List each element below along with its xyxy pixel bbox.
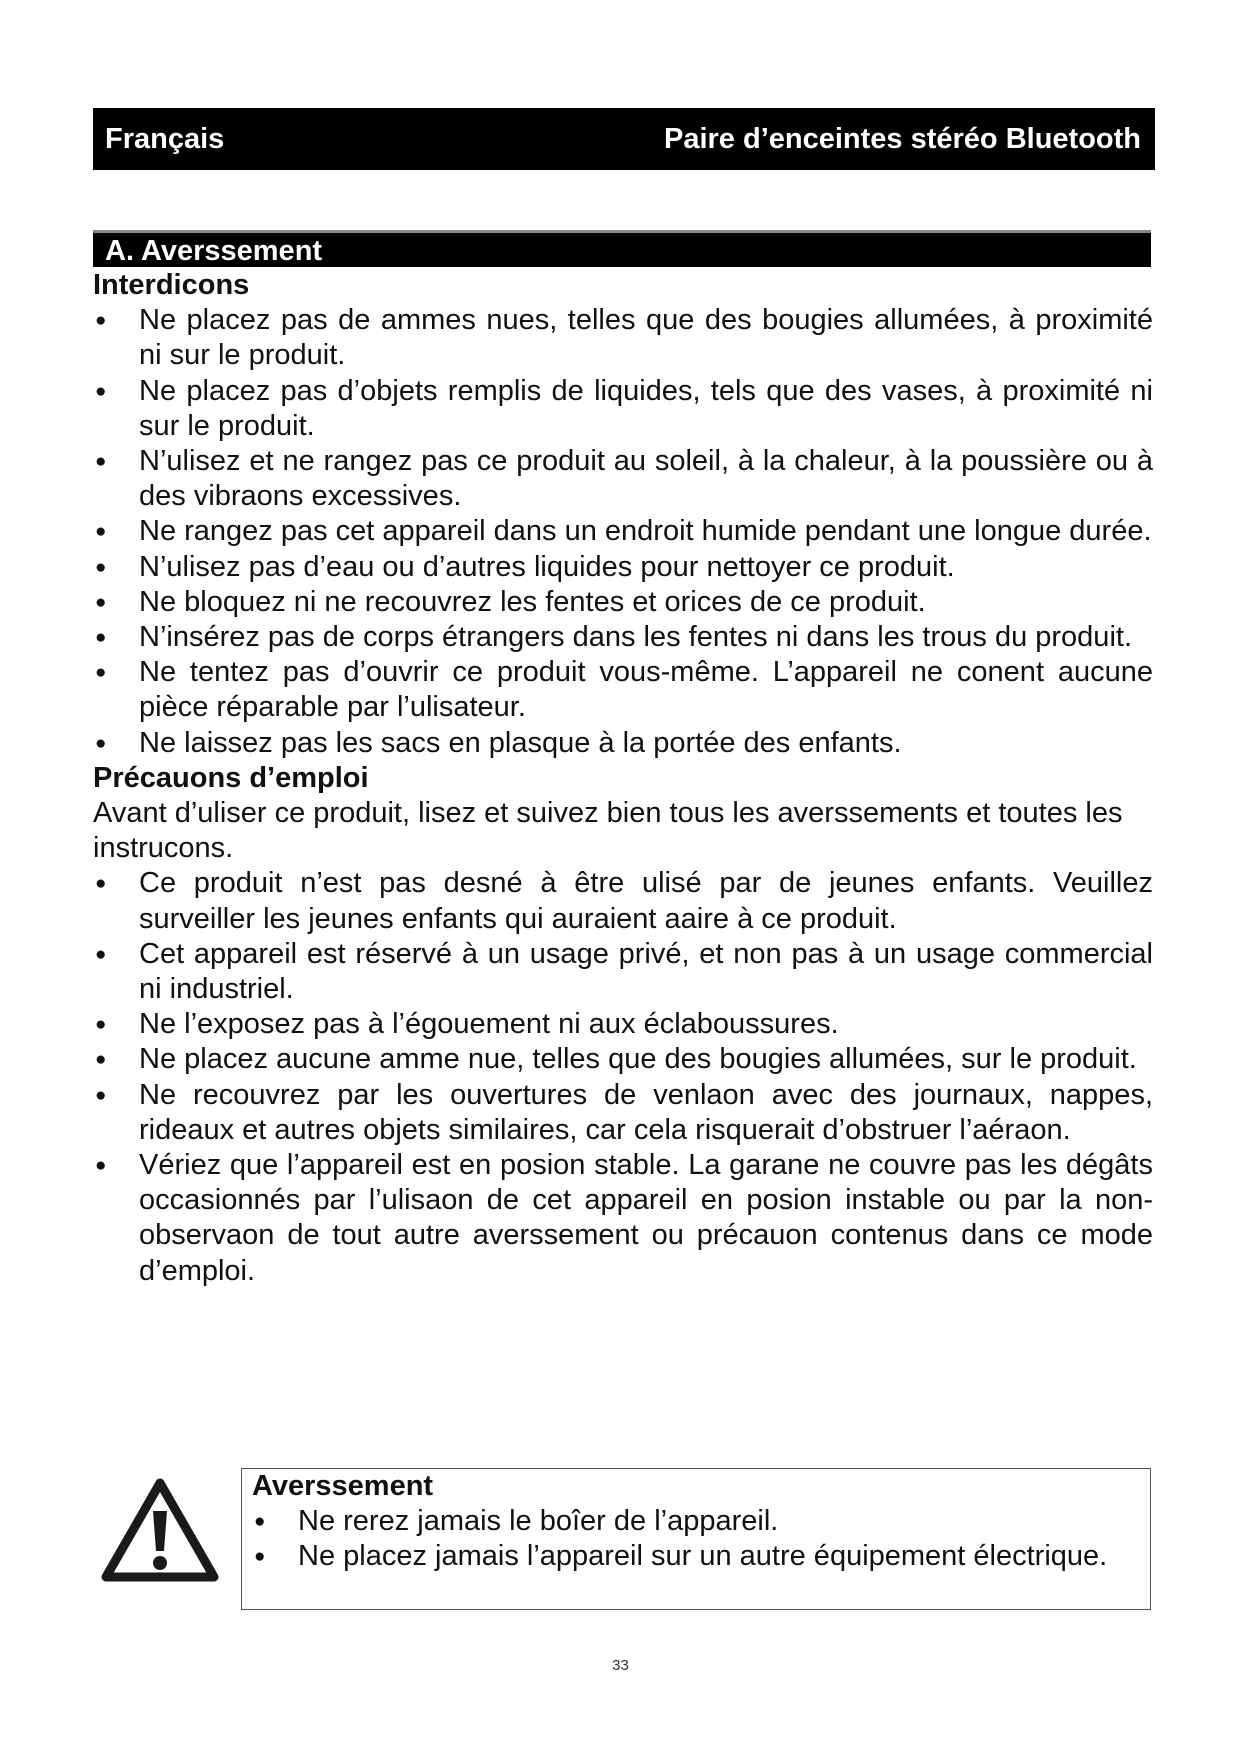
- list-item: ● Ne bloquez ni ne recouvrez les fentes et orices de ce produit.: [93, 585, 1153, 620]
- main-content: [93, 268, 1153, 1289]
- warning-triangle-icon: [100, 1475, 220, 1585]
- list-item: ● Ne l’exposez pas à l’égouement ni aux éclaboussures.: [93, 1007, 1153, 1042]
- header-product-title: Paire d’enceintes stéréo Bluetooth: [663, 122, 1141, 155]
- list-item: ● Ne placez pas d’objets remplis de liquides, tels que des vases, à proximité ni sur le produit.: [93, 374, 1153, 444]
- prohibitions-heading: Interdicons: [93, 269, 250, 301]
- list-item: ● Ne recouvrez par les ouvertures de venlaon avec des journaux, nappes, rideaux et autres objets similaires, car cela risquerait d’obstruer l’aéraon.: [93, 1078, 1153, 1148]
- precautions-list: [93, 866, 1153, 1288]
- list-item: ● N’ulisez et ne rangez pas ce produit au soleil, à la chaleur, à la poussière ou à des vibraons excessives.: [93, 444, 1153, 514]
- warning-heading: Averssement: [252, 1470, 434, 1502]
- page-number: 33: [612, 1657, 629, 1674]
- prohibitions-list: [93, 303, 1153, 761]
- list-item: ● Ne laissez pas les sacs en plasque à la portée des enfants.: [93, 726, 1153, 761]
- list-item: ● N’insérez pas de corps étrangers dans les fentes ni dans les trous du produit.: [93, 620, 1153, 655]
- section-title: A. Averssement: [93, 230, 1151, 267]
- list-item: ● Ne placez aucune amme nue, telles que des bougies allumées, sur le produit.: [93, 1042, 1153, 1077]
- list-item: ● Ne tentez pas d’ouvrir ce produit vous-même. L’appareil ne conent aucune pièce réparable par l’ulisateur.: [93, 655, 1153, 725]
- list-item: ● Ne placez pas de ammes nues, telles que des bougies allumées, à proximité ni sur le produit.: [93, 303, 1153, 373]
- list-item: ● N’ulisez pas d’eau ou d’autres liquides pour nettoyer ce produit.: [93, 550, 1153, 585]
- list-item: ● Vériez que l’appareil est en posion stable. La garane ne couvre pas les dégâts occasionnés par l’ulisaon de cet appareil en posion instable ou par la non-observaon de tout autre averssement ou précauon contenus dans ce mode d’emploi.: [93, 1148, 1153, 1289]
- list-item: ● Ne placez jamais l’appareil sur un autre équipement électrique.: [252, 1539, 1136, 1574]
- precautions-intro: Avant d’uliser ce produit, lisez et suivez bien tous les averssements et toutes les instrucons.: [93, 797, 1123, 865]
- list-item: ● Ne rerez jamais le boîer de l’appareil.: [252, 1504, 1136, 1539]
- list-item: ● Ce produit n’est pas desné à être ulisé par de jeunes enfants. Veuillez surveiller les jeunes enfants qui auraient aaire à ce produit.: [93, 866, 1153, 936]
- list-item: ● Ne rangez pas cet appareil dans un endroit humide pendant une longue durée.: [93, 514, 1153, 549]
- header-language: Français: [105, 122, 225, 155]
- list-item: ● Cet appareil est réservé à un usage privé, et non pas à un usage commercial ni industriel.: [93, 937, 1153, 1007]
- warning-box: [241, 1468, 1151, 1610]
- page-header: [93, 108, 1155, 170]
- precautions-heading: Précauons d’emploi: [93, 761, 369, 794]
- warning-list: [252, 1504, 1136, 1574]
